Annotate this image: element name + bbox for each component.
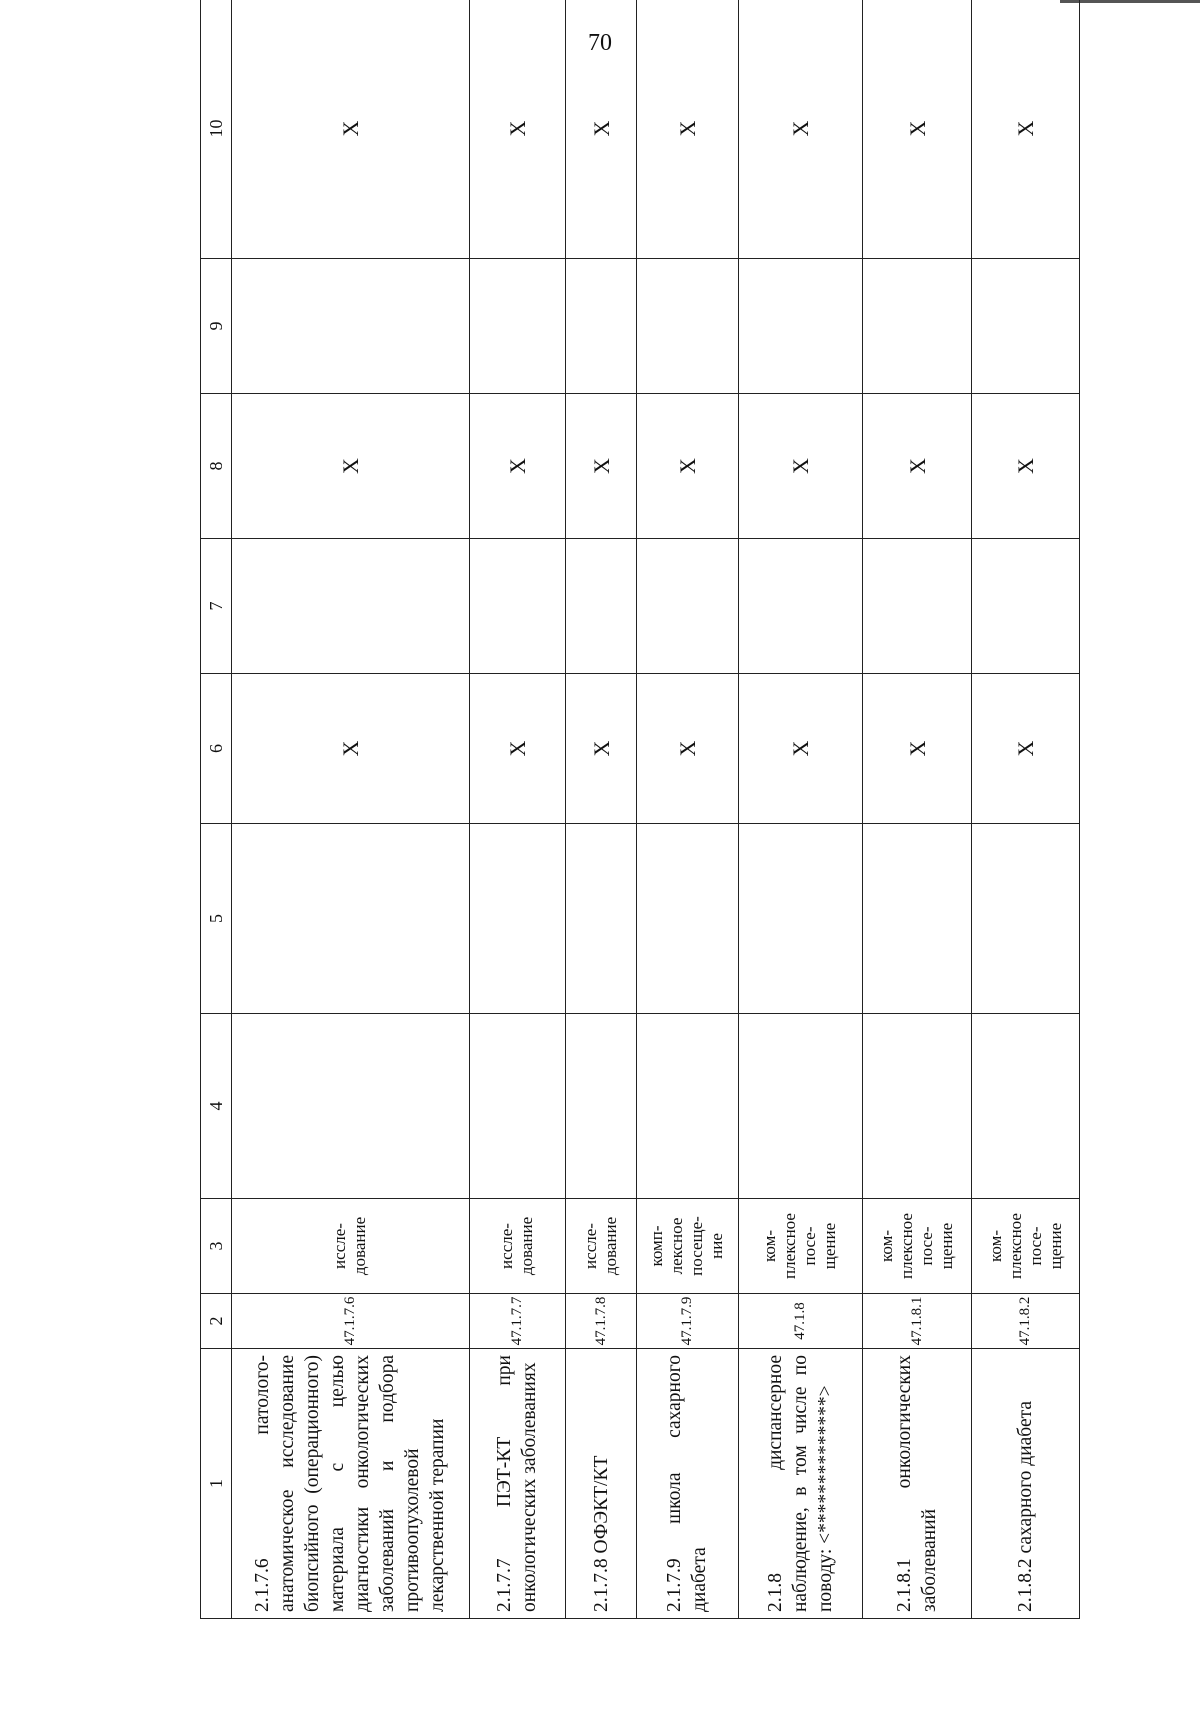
col8-cell: X — [738, 394, 863, 539]
col9-cell — [469, 259, 565, 394]
col9-cell — [232, 259, 470, 394]
col5-cell — [469, 824, 565, 1014]
column-header: 10 — [201, 0, 232, 259]
col6-cell: X — [637, 674, 739, 824]
table-row — [972, 0, 1080, 1619]
column-header: 9 — [201, 259, 232, 394]
col6-cell: X — [469, 674, 565, 824]
table-row — [738, 0, 863, 1619]
col5-cell — [738, 824, 863, 1014]
col6-cell: X — [565, 674, 636, 824]
column-header: 3 — [201, 1199, 232, 1294]
col10-cell: X — [972, 0, 1080, 259]
row-name-cell: 2.1.7.9 школа сахарного диабета — [637, 1349, 739, 1619]
row-code-cell: 47.1.7.7 — [469, 1294, 565, 1349]
table-row — [469, 0, 565, 1619]
row-name-cell: 2.1.7.8 ОФЭКТ/КТ — [565, 1349, 636, 1619]
col8-cell: X — [232, 394, 470, 539]
row-name-cell: 2.1.8.2 сахарного диабета — [972, 1349, 1080, 1619]
row-unit-cell: комп- лексное посеще- ние — [637, 1199, 739, 1294]
col8-cell: X — [469, 394, 565, 539]
col4-cell — [565, 1014, 636, 1199]
table-row — [863, 0, 972, 1619]
col9-cell — [565, 259, 636, 394]
col7-cell — [232, 539, 470, 674]
table-row — [637, 0, 739, 1619]
col7-cell — [972, 539, 1080, 674]
table-row — [232, 0, 470, 1619]
header-row — [201, 0, 232, 1619]
col9-cell — [637, 259, 739, 394]
page-number: 70 — [588, 30, 612, 56]
row-code-cell: 47.1.7.8 — [565, 1294, 636, 1349]
col5-cell — [637, 824, 739, 1014]
col7-cell — [565, 539, 636, 674]
col10-cell: X — [637, 0, 739, 259]
col5-cell — [565, 824, 636, 1014]
col8-cell: X — [637, 394, 739, 539]
row-unit-cell: ком- плексное посе- щение — [863, 1199, 972, 1294]
row-name-cell: 2.1.8 диспансерное наблюдение, в том числе по поводу: <**************> — [738, 1349, 863, 1619]
col7-cell — [738, 539, 863, 674]
col9-cell — [972, 259, 1080, 394]
col5-cell — [232, 824, 470, 1014]
row-name-cell: 2.1.8.1 онкологических заболеваний — [863, 1349, 972, 1619]
col10-cell: X — [469, 0, 565, 259]
column-header: 7 — [201, 539, 232, 674]
column-header: 8 — [201, 394, 232, 539]
row-unit-cell: иссле- дование — [469, 1199, 565, 1294]
col8-cell: X — [972, 394, 1080, 539]
row-code-cell: 47.1.8.2 — [972, 1294, 1080, 1349]
rotated-table-container — [200, 0, 1080, 1619]
row-code-cell: 47.1.7.9 — [637, 1294, 739, 1349]
row-name-cell: 2.1.7.7 ПЭТ-КТ при онкологических заболеваниях — [469, 1349, 565, 1619]
row-unit-cell: иссле- дование — [232, 1199, 470, 1294]
row-code-cell: 47.1.7.6 — [232, 1294, 470, 1349]
col6-cell: X — [738, 674, 863, 824]
data-table — [200, 0, 1080, 1619]
row-code-cell: 47.1.8 — [738, 1294, 863, 1349]
column-header: 1 — [201, 1349, 232, 1619]
col5-cell — [972, 824, 1080, 1014]
col8-cell: X — [565, 394, 636, 539]
col5-cell — [863, 824, 972, 1014]
col9-cell — [738, 259, 863, 394]
col4-cell — [469, 1014, 565, 1199]
col9-cell — [863, 259, 972, 394]
col4-cell — [972, 1014, 1080, 1199]
row-unit-cell: ком- плексное посе- щение — [738, 1199, 863, 1294]
table-row — [565, 0, 636, 1619]
col4-cell — [637, 1014, 739, 1199]
col10-cell: X — [565, 0, 636, 259]
col4-cell — [232, 1014, 470, 1199]
col7-cell — [863, 539, 972, 674]
column-header: 5 — [201, 824, 232, 1014]
col6-cell: X — [863, 674, 972, 824]
col10-cell: X — [863, 0, 972, 259]
row-unit-cell: иссле- дование — [565, 1199, 636, 1294]
column-header: 2 — [201, 1294, 232, 1349]
row-code-cell: 47.1.8.1 — [863, 1294, 972, 1349]
top-edge-rule — [1060, 0, 1200, 3]
row-unit-cell: ком- плексное посе- щение — [972, 1199, 1080, 1294]
col8-cell: X — [863, 394, 972, 539]
column-header: 4 — [201, 1014, 232, 1199]
col4-cell — [863, 1014, 972, 1199]
col7-cell — [469, 539, 565, 674]
col6-cell: X — [232, 674, 470, 824]
col7-cell — [637, 539, 739, 674]
col10-cell: X — [232, 0, 470, 259]
col4-cell — [738, 1014, 863, 1199]
row-name-cell: 2.1.7.6 патолого-анатомическое исследование биопсийного (операционного) материала с целью диагностики онкологических заболеваний и подбора противоопухолевой лекарственной терапии — [232, 1349, 470, 1619]
column-header: 6 — [201, 674, 232, 824]
col6-cell: X — [972, 674, 1080, 824]
col10-cell: X — [738, 0, 863, 259]
